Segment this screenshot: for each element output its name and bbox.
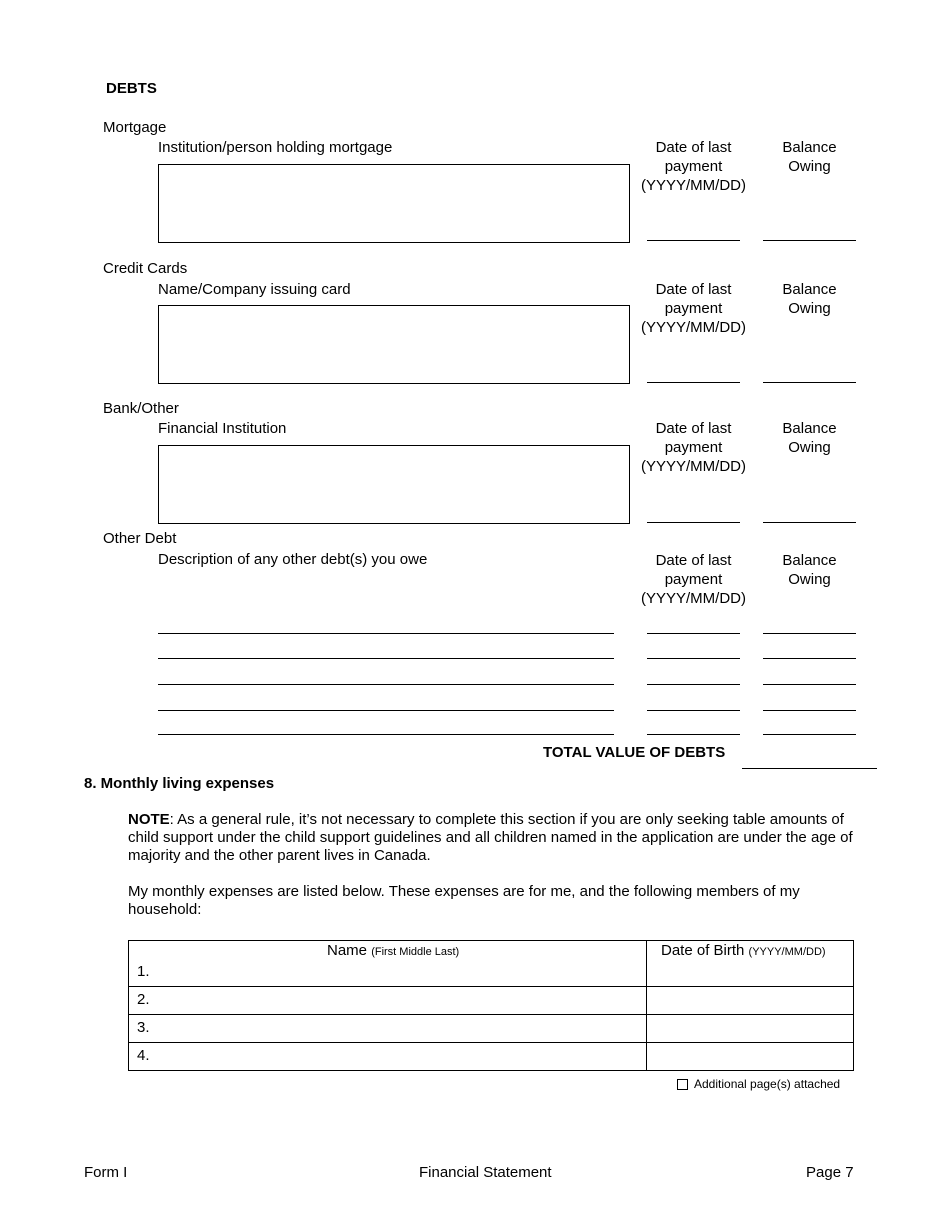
credit-cards-date-header [630, 280, 757, 337]
household-dob-field[interactable] [649, 988, 851, 1013]
mortgage-date-header [630, 138, 757, 195]
balance-header-line1: Balance [782, 552, 837, 569]
section-8-heading: 8. Monthly living expenses [84, 775, 275, 792]
bank-other-date-header [630, 419, 757, 476]
other-debt-date-line[interactable] [647, 658, 740, 659]
other-debt-balance-line[interactable] [763, 710, 856, 711]
bank-other-title: Bank/Other [103, 400, 179, 417]
other-debt-date-header [630, 551, 757, 608]
household-name-field[interactable] [153, 1016, 643, 1041]
other-debt-balance-line[interactable] [763, 734, 856, 735]
table-row-divider [129, 986, 853, 987]
household-table [128, 940, 854, 1071]
name-header-text: Name [327, 942, 368, 959]
date-header-line2: payment [664, 158, 723, 175]
bank-other-balance-header [763, 419, 856, 457]
credit-card-issuer-field[interactable] [158, 305, 630, 384]
mortgage-field-label: Institution/person holding mortgage [158, 139, 393, 156]
date-header-line1: Date of last [655, 552, 732, 569]
household-row-number: 3. [137, 1019, 150, 1036]
credit-cards-balance-field[interactable] [763, 382, 856, 383]
other-debt-description-line[interactable] [158, 658, 614, 659]
footer-page-number: Page 7 [806, 1164, 854, 1181]
date-header-line3: (YYYY/MM/DD) [641, 177, 746, 194]
household-dob-field[interactable] [649, 1016, 851, 1041]
balance-header-line1: Balance [782, 139, 837, 156]
household-intro: My monthly expenses are listed below. These expenses are for me, and the following members of my household: [128, 883, 800, 918]
household-dob-field[interactable] [649, 961, 851, 985]
other-debt-description-line[interactable] [158, 633, 614, 634]
other-debt-date-line[interactable] [647, 633, 740, 634]
credit-cards-date-field[interactable] [647, 382, 740, 383]
name-column-header [327, 942, 459, 961]
financial-institution-field[interactable] [158, 445, 630, 524]
note-paragraph [128, 811, 868, 865]
mortgage-date-field[interactable] [647, 240, 740, 241]
other-debt-description-line[interactable] [158, 684, 614, 685]
dob-header-format: (YYYY/MM/DD) [748, 946, 826, 958]
other-debt-balance-line[interactable] [763, 633, 856, 634]
other-debt-description-line[interactable] [158, 734, 614, 735]
mortgage-balance-header [763, 138, 856, 176]
household-row-number: 1. [137, 963, 150, 980]
date-header-line2: payment [664, 439, 723, 456]
additional-pages-checkbox[interactable] [677, 1079, 688, 1090]
household-name-field[interactable] [153, 961, 643, 985]
dob-header-text: Date of Birth [661, 942, 745, 959]
bank-other-date-field[interactable] [647, 522, 740, 523]
footer-document-title: Financial Statement [419, 1164, 552, 1181]
note-label: NOTE [128, 811, 170, 828]
date-header-line3: (YYYY/MM/DD) [641, 590, 746, 607]
date-header-line1: Date of last [655, 139, 732, 156]
mortgage-institution-field[interactable] [158, 164, 630, 243]
balance-header-line1: Balance [782, 420, 837, 437]
other-debt-balance-line[interactable] [763, 684, 856, 685]
note-text: : As a general rule, it’s not necessary to complete this section if you are only seeking table amounts of child support under the child support guidelines and all children named in the application are under the age of majority and the other parent lives in Canada. [128, 811, 853, 864]
mortgage-balance-field[interactable] [763, 240, 856, 241]
dob-column-header [661, 942, 826, 961]
name-header-format: (First Middle Last) [371, 946, 460, 958]
date-header-line3: (YYYY/MM/DD) [641, 319, 746, 336]
additional-pages-label: Additional page(s) attached [694, 1077, 841, 1091]
balance-header-line1: Balance [782, 281, 837, 298]
mortgage-title: Mortgage [103, 119, 167, 136]
balance-header-line2: Owing [788, 300, 831, 317]
date-header-line1: Date of last [655, 281, 732, 298]
other-debt-date-line[interactable] [647, 710, 740, 711]
balance-header-line2: Owing [788, 439, 831, 456]
household-name-field[interactable] [153, 988, 643, 1013]
other-debt-title: Other Debt [103, 530, 177, 547]
debts-heading: DEBTS [106, 80, 157, 97]
date-header-line2: payment [664, 300, 723, 317]
credit-cards-field-label: Name/Company issuing card [158, 281, 351, 298]
bank-other-field-label: Financial Institution [158, 420, 287, 437]
balance-header-line2: Owing [788, 571, 831, 588]
other-debt-balance-line[interactable] [763, 658, 856, 659]
household-row-number: 2. [137, 991, 150, 1008]
date-header-line2: payment [664, 571, 723, 588]
other-debt-date-line[interactable] [647, 684, 740, 685]
bank-other-balance-field[interactable] [763, 522, 856, 523]
credit-cards-balance-header [763, 280, 856, 318]
table-row-divider [129, 1042, 853, 1043]
table-row-divider [129, 1014, 853, 1015]
credit-cards-title: Credit Cards [103, 260, 188, 277]
other-debt-field-label: Description of any other debt(s) you owe [158, 551, 428, 568]
table-column-divider [646, 941, 647, 1070]
other-debt-description-line[interactable] [158, 710, 614, 711]
balance-header-line2: Owing [788, 158, 831, 175]
total-debts-label: TOTAL VALUE OF DEBTS [543, 744, 726, 761]
household-row-number: 4. [137, 1047, 150, 1064]
other-debt-balance-header [763, 551, 856, 589]
date-header-line1: Date of last [655, 420, 732, 437]
household-name-field[interactable] [153, 1044, 643, 1069]
total-debts-field[interactable] [742, 768, 877, 769]
household-dob-field[interactable] [649, 1044, 851, 1069]
other-debt-date-line[interactable] [647, 734, 740, 735]
date-header-line3: (YYYY/MM/DD) [641, 458, 746, 475]
footer-form-id: Form I [84, 1164, 128, 1181]
